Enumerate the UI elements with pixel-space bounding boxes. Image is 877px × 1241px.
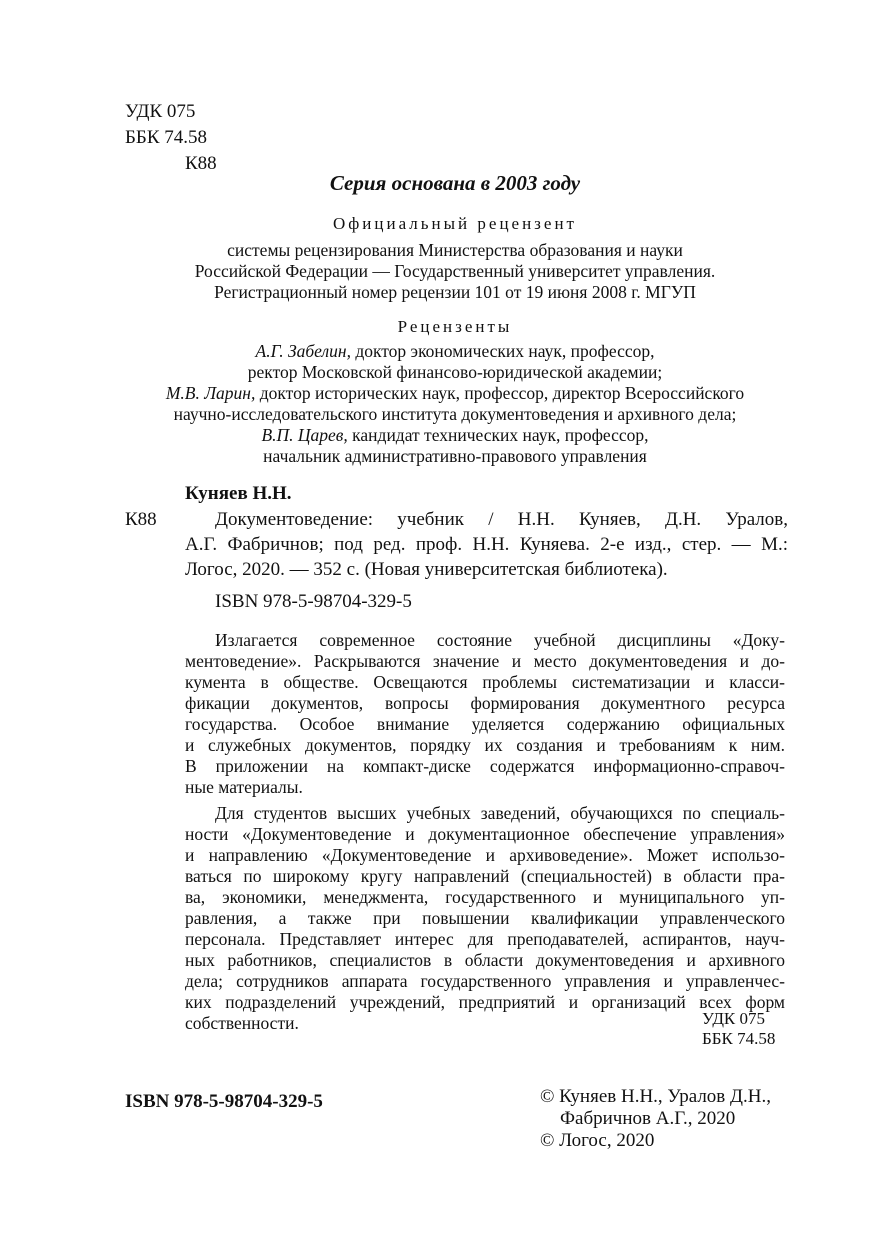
reviewer-3-title: кандидат технических наук, профессор, [347, 425, 649, 445]
bbk-code: ББК 74.58 [125, 127, 207, 148]
reviewer-1 [150, 341, 760, 362]
copyright-authors: © Куняев Н.Н., Уралов Д.Н., [540, 1086, 771, 1107]
annotation-line: В приложении на компакт-диске содержатся информационно-справоч- [185, 756, 785, 776]
bib-line: Документоведение: учебник / Н.Н. Куняев, Д.Н. Уралов, [215, 509, 788, 530]
annotation-line: ности «Документоведение и документационное обеспечение управления» [185, 824, 785, 844]
reviewer-2 [150, 383, 760, 404]
official-reviewer-line: системы рецензирования Министерства образования и науки [227, 240, 683, 260]
reviewer-1-name: А.Г. Забелин, [255, 341, 351, 361]
copyright-authors-cont: Фабричнов А.Г., 2020 [560, 1108, 736, 1129]
reviewer-3 [150, 425, 760, 446]
reviewer-2-name: М.В. Ларин, [165, 383, 256, 403]
annotation-line: Для студентов высших учебных заведений, обучающихся по специаль- [215, 803, 785, 823]
reviewer-1-title: доктор экономических наук, профессор, [350, 341, 655, 361]
annotation-line: и направлению «Документоведение и архивоведение». Может использо- [185, 845, 785, 865]
footer-bbk: ББК 74.58 [702, 1029, 776, 1048]
copyright-publisher: © Логос, 2020 [540, 1130, 655, 1151]
bib-mark: К88 [125, 509, 157, 530]
reviewer-1-position: ректор Московской финансово-юридической академии; [247, 362, 663, 382]
annotation-line: ваться по широкому кругу направлений (специальностей) в области пра- [185, 866, 785, 886]
official-reviewer-heading: Официальный рецензент [333, 214, 577, 233]
official-reviewer-line: Регистрационный номер рецензии 101 от 19 июня 2008 г. МГУП [214, 282, 696, 302]
author-mark: К88 [185, 153, 217, 174]
series-note: Серия основана в 2003 году [329, 171, 581, 195]
annotation-line: Излагается современное состояние учебной дисциплины «Доку- [215, 630, 785, 650]
official-reviewer-line: Российской Федерации — Государственный университет управления. [194, 261, 716, 281]
footer-udk: УДК 075 [702, 1009, 766, 1028]
annotation-line: собственности. [185, 1013, 299, 1033]
reviewers-heading: Рецензенты [397, 317, 513, 336]
bottom-isbn: ISBN 978-5-98704-329-5 [125, 1091, 323, 1112]
annotation-line: ментоведение». Раскрываются значение и место документоведения и до- [185, 651, 785, 671]
udk-code: УДК 075 [125, 101, 196, 122]
bib-author: Куняев Н.Н. [185, 483, 292, 504]
bib-line: Логос, 2020. — 352 с. (Новая университетская библиотека). [185, 559, 668, 580]
annotation-line: равления, а также при повышении квалификации управленческого [185, 908, 785, 928]
reviewer-2-position: научно-исследовательского института документоведения и архивного дела; [173, 404, 737, 424]
annotation-line: фикации документов, вопросы формирования документного ресурса [185, 693, 785, 713]
annotation-line: персонала. Представляет интерес для преподавателей, аспирантов, науч- [185, 929, 785, 949]
annotation-line: и служебных документов, порядку их создания и требованиям к ним. [185, 735, 785, 755]
bib-isbn: ISBN 978-5-98704-329-5 [215, 591, 412, 612]
annotation-line: государства. Особое внимание уделяется содержанию официальных [185, 714, 785, 734]
annotation-line: ные материалы. [185, 777, 303, 797]
reviewer-2-title: доктор исторических наук, профессор, директор Всероссийского [255, 383, 745, 403]
annotation-line: ких подразделений учреждений, предприятий и организаций всех форм [185, 992, 785, 1012]
bib-line: А.Г. Фабричнов; под ред. проф. Н.Н. Куняева. 2-е изд., стер. — М.: [185, 534, 788, 555]
annotation-line: кумента в обществе. Освещаются проблемы систематизации и класси- [185, 672, 785, 692]
annotation-line: ва, экономики, менеджмента, государственного и муниципального уп- [185, 887, 785, 907]
reviewer-3-name: В.П. Царев, [261, 425, 348, 445]
annotation-line: ных работников, специалистов в области документоведения и архивного [185, 950, 785, 970]
annotation-line: дела; сотрудников аппарата государственного управления и управленчес- [185, 971, 785, 991]
reviewer-3-position: начальник административно-правового управления [263, 446, 647, 466]
